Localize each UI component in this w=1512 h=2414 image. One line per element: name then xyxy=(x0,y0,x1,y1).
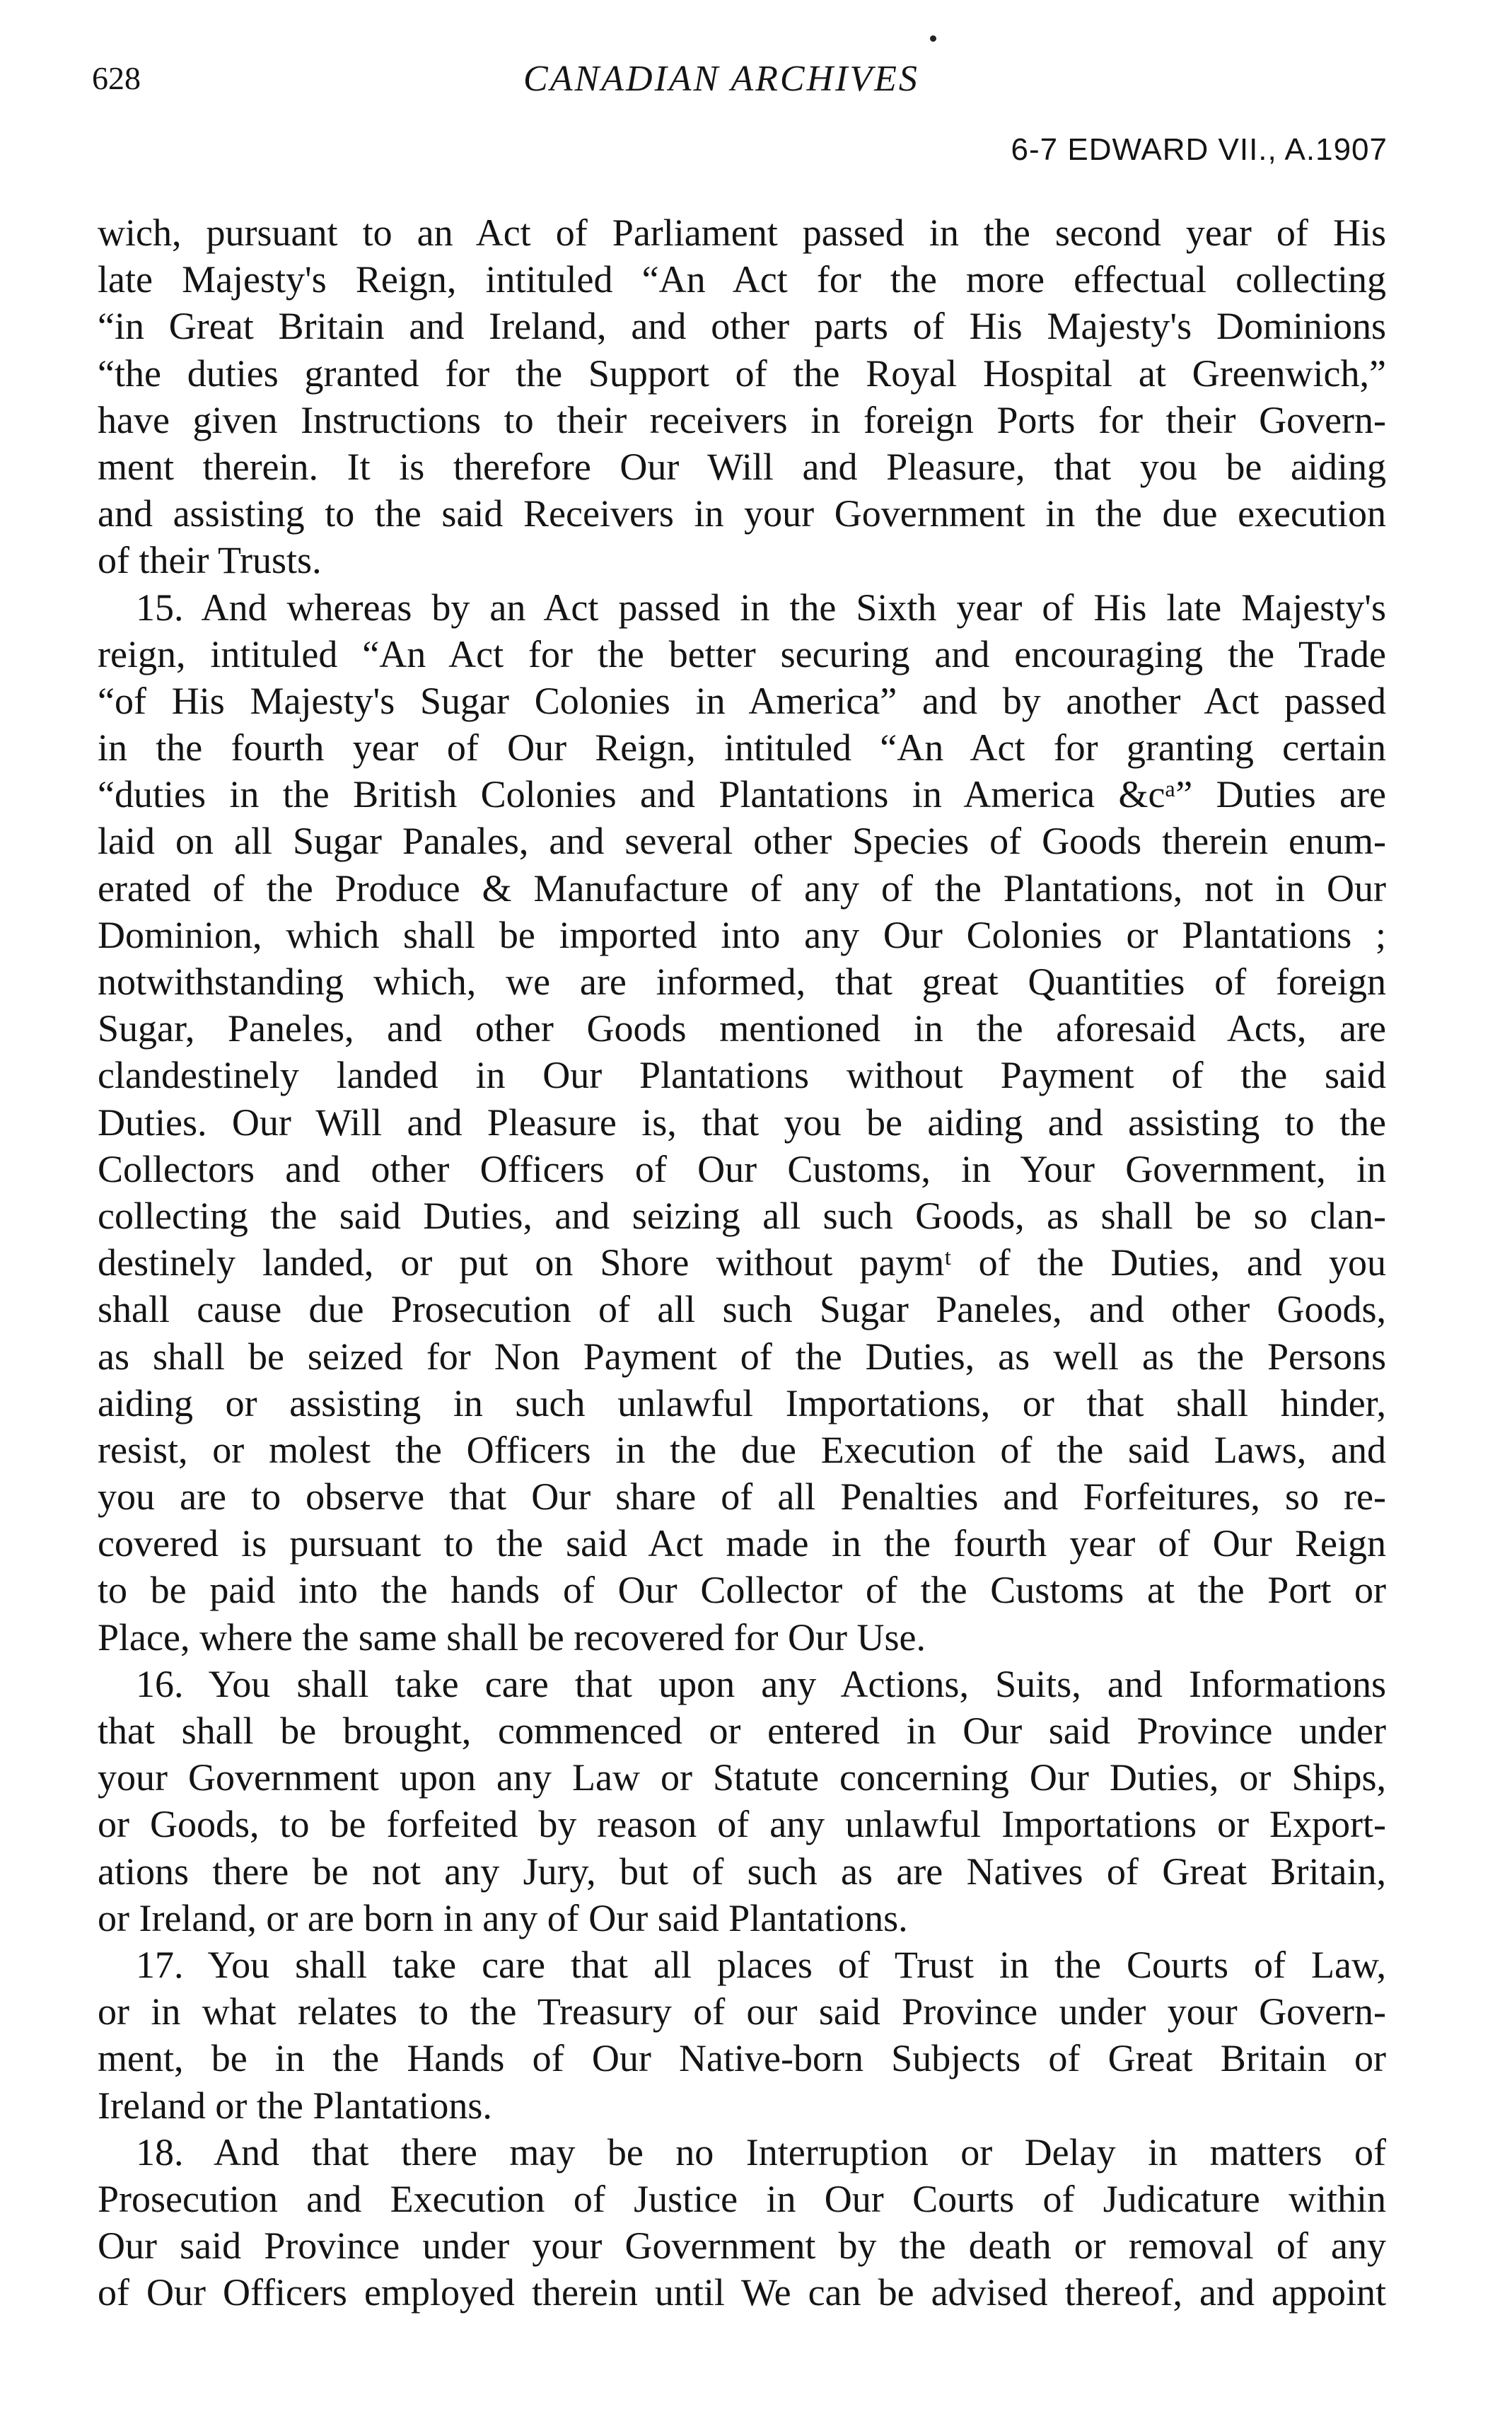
page-number: 628 xyxy=(92,60,141,96)
running-title: CANADIAN ARCHIVES xyxy=(523,59,919,99)
text-line: Dominion, which shall be imported into any Our Colonies or Plantations ; xyxy=(98,913,1386,956)
text-line: ment, be in the Hands of Our Native-born Subjects of Great Britain or xyxy=(98,2037,1386,2080)
text-line: Prosecution and Execution of Justice in Our Courts of Judicature within xyxy=(98,2177,1386,2220)
text-line: resist, or molest the Officers in the due Execution of the said Laws, and xyxy=(98,1428,1386,1471)
text-line: “the duties granted for the Support of the Royal Hospital at Greenwich,” xyxy=(98,352,1386,395)
body-text xyxy=(98,209,1386,2316)
text-line: 18. And that there may be no Interruption or Delay in matters of xyxy=(136,2130,1386,2174)
text-line: “in Great Britain and Ireland, and other parts of His Majesty's Dominions xyxy=(98,305,1386,348)
text-line: or in what relates to the Treasury of our said Province under your Govern- xyxy=(98,1990,1386,2033)
text-line: Duties. Our Will and Pleasure is, that you be aiding and assisting to the xyxy=(98,1101,1386,1144)
text-line: notwithstanding which, we are informed, that great Quantities of foreign xyxy=(98,961,1386,1003)
text-line: covered is pursuant to the said Act made in the fourth year of Our Reign xyxy=(98,1522,1386,1565)
text-line: your Government upon any Law or Statute concerning Our Duties, or Ships, xyxy=(98,1756,1386,1799)
session-heading: 6-7 EDWARD VII., A.1907 xyxy=(1011,132,1388,167)
text-line: or Goods, to be forfeited by reason of any unlawful Importations or Export- xyxy=(98,1803,1386,1846)
text-line: you are to observe that Our share of all Penalties and Forfeitures, so re- xyxy=(98,1475,1386,1519)
text-line: ations there be not any Jury, but of such as are Natives of Great Britain, xyxy=(98,1850,1386,1893)
text-line: Ireland or the Plantations. xyxy=(98,2084,492,2127)
text-line: collecting the said Duties, and seizing all such Goods, as shall be so clan- xyxy=(98,1194,1386,1237)
speck-mark xyxy=(930,35,936,42)
text-line: of their Trusts. xyxy=(98,539,322,582)
text-line: “duties in the British Colonies and Plantations in America &cᵃ” Duties are xyxy=(98,773,1386,816)
text-line: of Our Officers employed therein until We can be advised thereof, and appoint xyxy=(98,2271,1386,2314)
text-line: 17. You shall take care that all places of Trust in the Courts of Law, xyxy=(136,1943,1386,1986)
text-line: Place, where the same shall be recovered for Our Use. xyxy=(98,1615,926,1659)
text-line: “of His Majesty's Sugar Colonies in America” and by another Act passed xyxy=(98,679,1386,722)
text-line: 15. And whereas by an Act passed in the Sixth year of His late Majesty's xyxy=(136,586,1386,629)
text-line: late Majesty's Reign, intituled “An Act for the more effectual collecting xyxy=(98,258,1386,301)
text-line: or Ireland, or are born in any of Our said Plantations. xyxy=(98,1896,908,1939)
text-line: Collectors and other Officers of Our Customs, in Your Government, in xyxy=(98,1147,1386,1190)
text-line: aiding or assisting in such unlawful Importations, or that shall hinder, xyxy=(98,1381,1386,1424)
text-line: to be paid into the hands of Our Collector of the Customs at the Port or xyxy=(98,1569,1386,1612)
text-line: laid on all Sugar Panales, and several other Species of Goods therein enum- xyxy=(98,820,1386,863)
text-line: shall cause due Prosecution of all such Sugar Paneles, and other Goods, xyxy=(98,1288,1386,1331)
text-line: 16. You shall take care that upon any Actions, Suits, and Informations xyxy=(136,1662,1386,1705)
text-line: that shall be brought, commenced or entered in Our said Province under xyxy=(98,1710,1386,1752)
text-line: clandestinely landed in Our Plantations without Payment of the said xyxy=(98,1054,1386,1097)
text-line: in the fourth year of Our Reign, intituled “An Act for granting certain xyxy=(98,726,1386,770)
text-line: destinely landed, or put on Shore without paymᵗ of the Duties, and you xyxy=(98,1241,1386,1284)
text-line: Our said Province under your Government by the death or removal of any xyxy=(98,2224,1386,2268)
text-line: as shall be seized for Non Payment of the Duties, as well as the Persons xyxy=(98,1335,1386,1378)
text-line: ment therein. It is therefore Our Will and Pleasure, that you be aiding xyxy=(98,445,1386,488)
text-line: reign, intituled “An Act for the better securing and encouraging the Trade xyxy=(98,632,1386,675)
text-line: wich, pursuant to an Act of Parliament passed in the second year of His xyxy=(98,211,1386,254)
text-line: have given Instructions to their receivers in foreign Ports for their Govern- xyxy=(98,398,1386,441)
text-line: Sugar, Paneles, and other Goods mentioned in the aforesaid Acts, are xyxy=(98,1007,1386,1050)
text-line: erated of the Produce & Manufacture of any of the Plantations, not in Our xyxy=(98,866,1386,910)
text-line: and assisting to the said Receivers in your Government in the due execution xyxy=(98,492,1386,535)
